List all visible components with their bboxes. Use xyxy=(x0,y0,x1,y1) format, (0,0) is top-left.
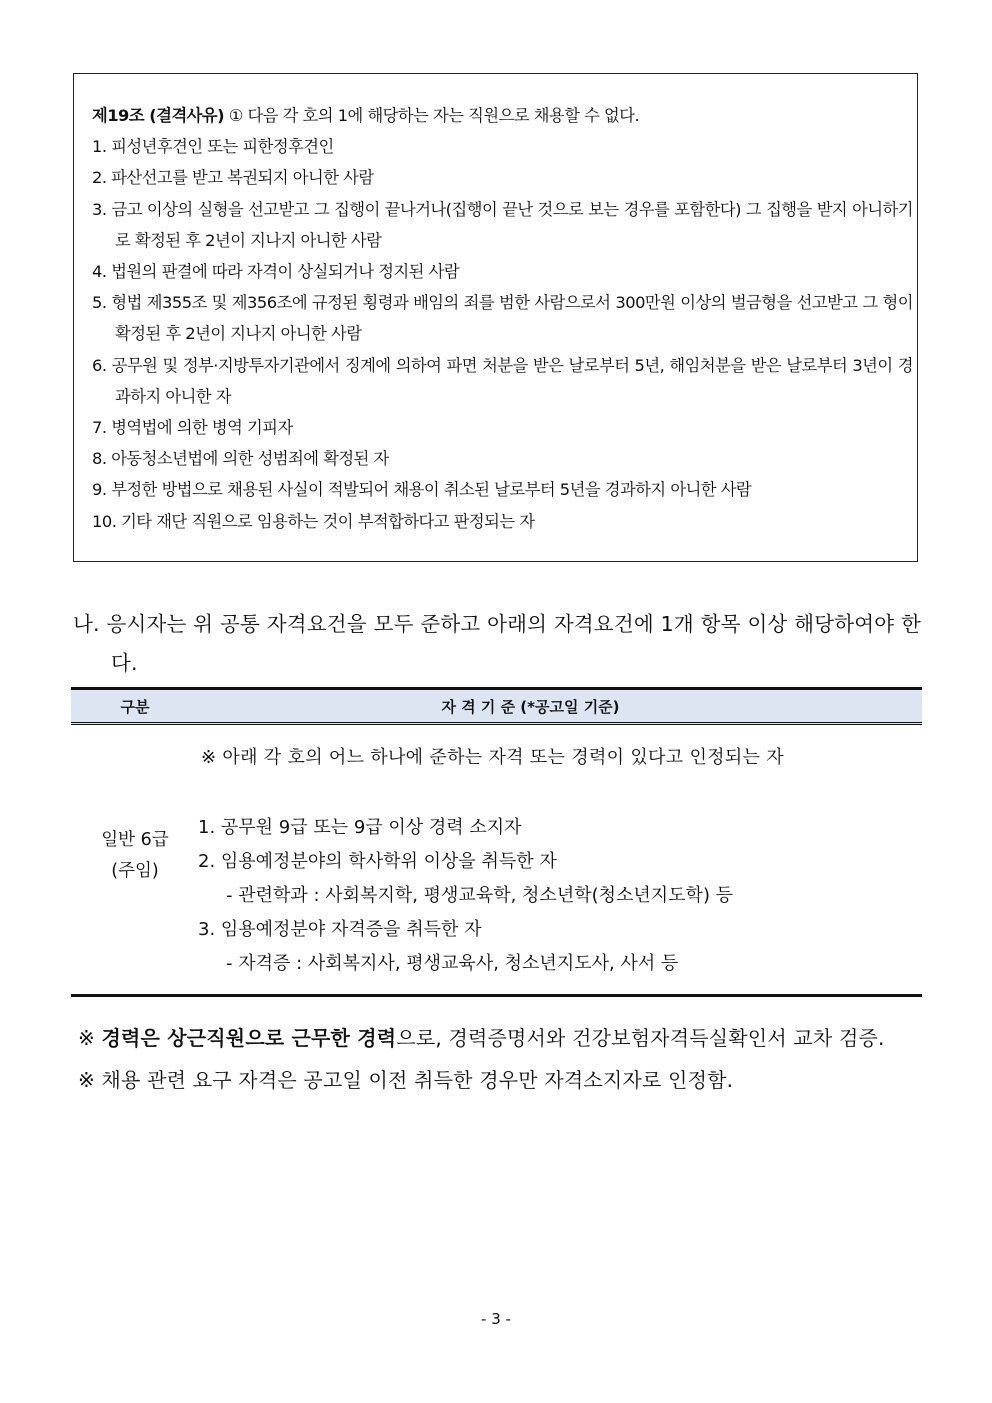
article-item-1: 1. 피성년후견인 또는 피한정후견인 xyxy=(92,137,334,157)
article-heading-bold: 제19조 (결격사유) xyxy=(92,106,225,125)
criteria-subitem-departments: - 관련학과 : 사회복지학, 평생교육학, 청소년학(청소년지도학) 등 xyxy=(226,885,734,906)
criteria-item-3: 3. 임용예정분야 자격증을 취득한 자 xyxy=(198,919,482,940)
article-item-9: 9. 부정한 방법으로 채용된 사실이 적발되어 채용이 취소된 날로부터 5년을 경과하지 아니한 사람 xyxy=(92,480,752,500)
criteria-item-1: 1. 공무원 9급 또는 9급 이상 경력 소지자 xyxy=(198,817,522,838)
article-item-8: 8. 아동청소년법에 의한 성범죄에 확정된 자 xyxy=(92,449,389,469)
article-item-10: 10. 기타 재단 직원으로 임용하는 것이 부적합하다고 판정되는 자 xyxy=(92,511,535,531)
article-item-4: 4. 법원의 판결에 따라 자격이 상실되거나 정지된 사람 xyxy=(92,262,460,282)
remark-qualification-date: ※ 채용 관련 요구 자격은 공고일 이전 취득한 경우만 자격소지자로 인정함. xyxy=(78,1068,734,1092)
table-body xyxy=(71,725,922,997)
remark-career-rest: 으로, 경력증명서와 건강보험자격득실확인서 교차 검증. xyxy=(396,1026,885,1050)
criteria-note: ※ 아래 각 호의 어느 하나에 준하는 자격 또는 경력이 있다고 인정되는 자 xyxy=(201,747,784,768)
article-item-6: 6. 공무원 및 정부·지방투자기관에서 징계에 의하여 파면 처분을 받은 날로부터 5년, 해임처분을 받은 날로부터 3년이 경과하지 아니한 자 xyxy=(92,355,913,406)
header-criteria: 자 격 기 준 (*공고일 기준) xyxy=(441,697,620,716)
criteria-subitem-certificates: - 자격증 : 사회복지사, 평생교육사, 청소년지도사, 사서 등 xyxy=(226,953,679,974)
article-heading-text: ① 다음 각 호의 1에 해당하는 자는 직원으로 채용할 수 없다. xyxy=(224,106,640,125)
article-item-7: 7. 병역법에 의한 병역 기피자 xyxy=(92,418,293,438)
category-line-1: 일반 6급 xyxy=(101,830,169,850)
qualification-table xyxy=(71,687,922,997)
category-line-2: (주임) xyxy=(111,861,159,881)
header-category: 구분 xyxy=(120,697,150,716)
criteria-list xyxy=(198,811,733,981)
article-item-3: 3. 금고 이상의 실형을 선고받고 그 집행이 끝나거나(집행이 끝난 것으로 보는 경우를 포함한다) 그 집행을 받지 아니하기로 확정된 후 2년이 지나지 아니한 사람 xyxy=(92,199,913,250)
remark-career xyxy=(78,1022,885,1051)
table-header xyxy=(71,687,922,725)
section-na-paragraph: 나. 응시자는 위 공통 자격요건을 모두 준하고 아래의 자격요건에 1개 항목 이상 해당하여야 한다. xyxy=(73,612,921,675)
remark-career-prefix: ※ xyxy=(78,1026,102,1050)
article-heading xyxy=(92,100,913,131)
page-number: - 3 - xyxy=(481,1310,511,1328)
article-item-2: 2. 파산선고를 받고 복권되지 아니한 사람 xyxy=(92,168,374,188)
article-item-5: 5. 형법 제355조 및 제356조에 규정된 횡령과 배임의 죄를 범한 사람으로서 300만원 이상의 벌금형을 선고받고 그 형이 확정된 후 2년이 지나지 아니한 사람 xyxy=(92,293,913,344)
category-cell xyxy=(91,825,179,887)
criteria-item-2: 2. 임용예정분야의 학사학위 이상을 취득한 자 xyxy=(198,851,557,872)
remark-career-bold: 경력은 상근직원으로 근무한 경력 xyxy=(101,1026,397,1050)
disqualification-box xyxy=(73,73,918,562)
